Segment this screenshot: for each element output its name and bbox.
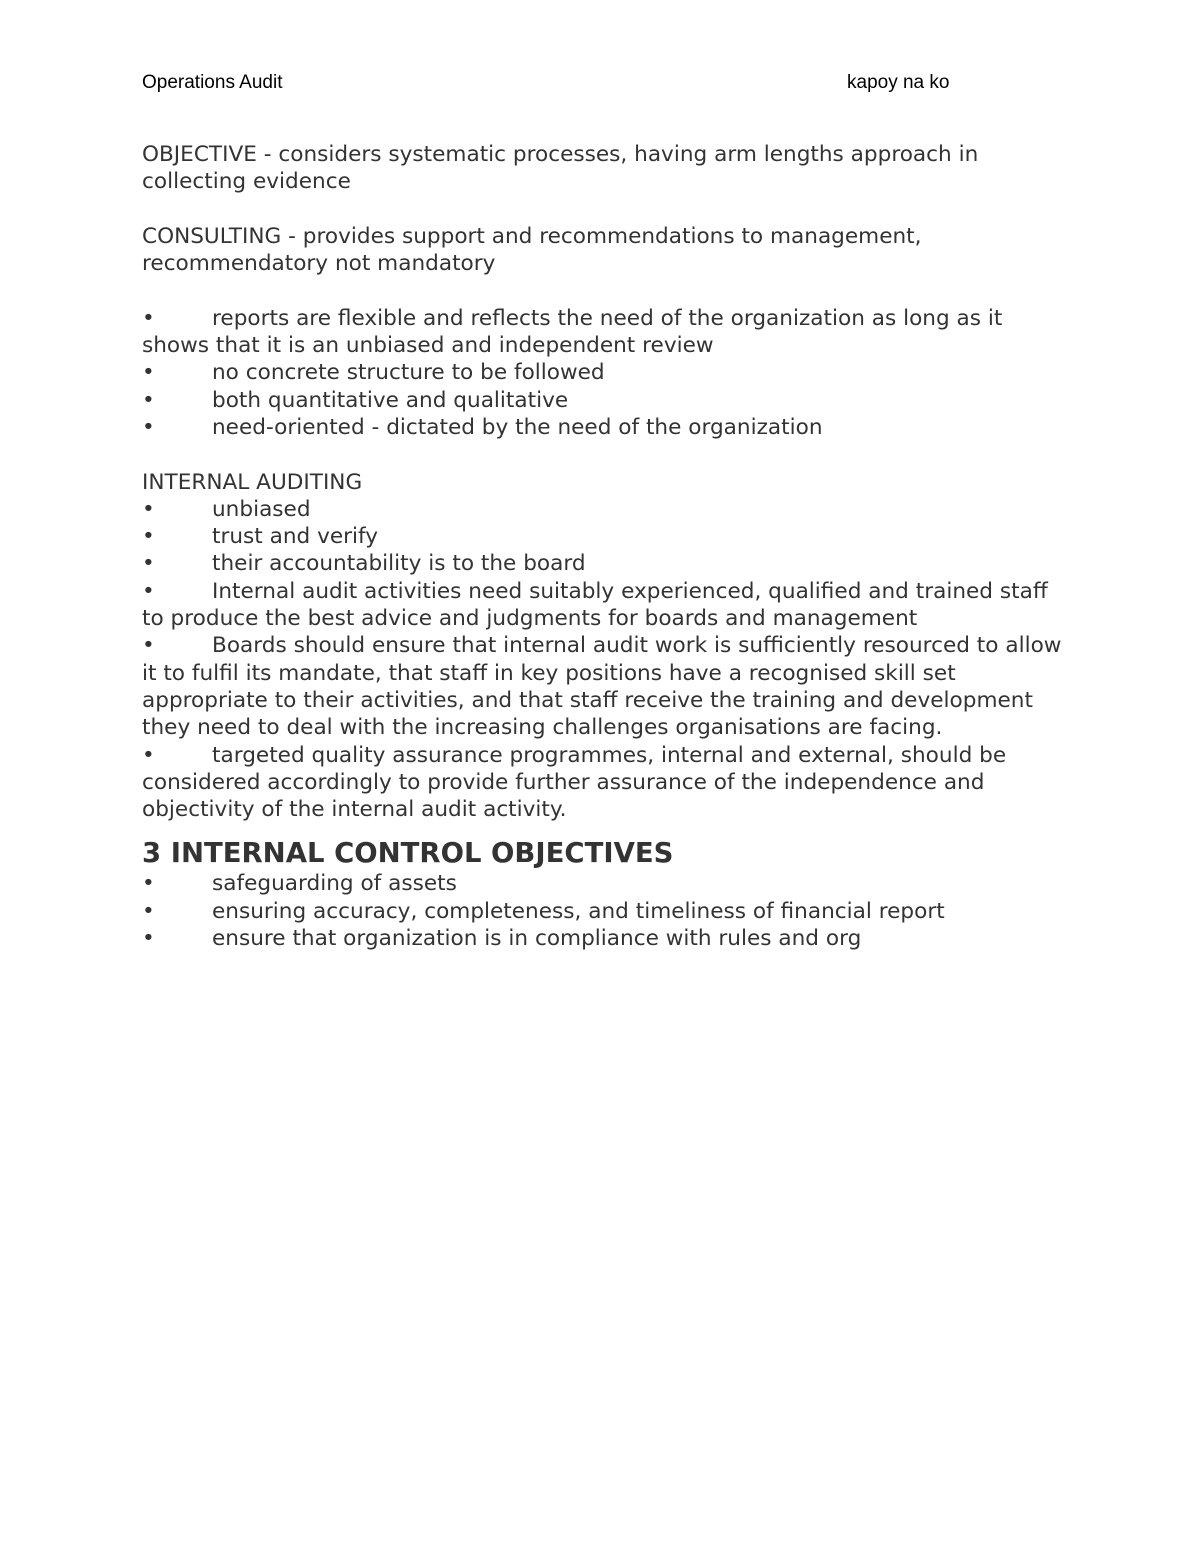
list-item: [142, 742, 1062, 824]
list-item: [142, 496, 1062, 523]
list-item: [142, 925, 1062, 952]
consulting-paragraph: CONSULTING - provides support and recommendations to management, recommendatory not mandatory: [142, 223, 922, 277]
bullet-icon: •: [142, 305, 155, 331]
objective-paragraph: OBJECTIVE - considers systematic processes, having arm lengths approach in collecting evidence: [142, 142, 979, 195]
list-item-text: need-oriented - dictated by the need of the organization: [212, 414, 823, 440]
list-item: [142, 305, 1062, 360]
bullet-icon: •: [142, 496, 155, 522]
list-item: [142, 414, 1062, 441]
bullet-icon: •: [142, 926, 155, 952]
list-item: [142, 387, 1062, 414]
list-item-text: unbiased: [212, 496, 311, 522]
bullet-icon: •: [142, 414, 155, 440]
bullet-icon: •: [142, 633, 155, 659]
spacer: [142, 196, 1062, 223]
list-item: [142, 870, 1062, 897]
bullet-icon: •: [142, 360, 155, 386]
document-body: [142, 141, 1062, 952]
header-note: kapoy na ko: [847, 72, 950, 93]
list-item: [142, 359, 1062, 386]
list-item: [142, 578, 1062, 633]
list-item: [142, 632, 1062, 741]
list-item: [142, 523, 1062, 550]
list-item-text: no concrete structure to be followed: [212, 360, 605, 386]
list-item-text: Boards should ensure that internal audit work is sufficiently resourced to allow it to fulfil its mandate, that staff in key positions have a recognised skill set appropriate to their activities, and that staff receive the training and development they need to deal with the increasing challenges organisations are facing.: [142, 633, 1062, 741]
page-header: [142, 72, 1062, 98]
internal-auditing-bullet-list: [142, 496, 1062, 824]
list-item-text: ensure that organization is in compliance with rules and org: [212, 926, 862, 952]
list-item-text: targeted quality assurance programmes, internal and external, should be considered accordingly to provide further assurance of the independence and objectivity of the internal audit activity.: [142, 742, 1007, 823]
control-objectives-bullet-list: [142, 870, 1062, 952]
header-title: Operations Audit: [142, 72, 283, 93]
internal-auditing-title: INTERNAL AUDITING: [142, 469, 363, 495]
list-item-text: ensuring accuracy, completeness, and timeliness of financial report: [212, 898, 945, 924]
list-item-text: Internal audit activities need suitably experienced, qualified and trained staff to produce the best advice and judgments for boards and management: [142, 578, 1048, 632]
list-item-text: trust and verify: [212, 524, 379, 550]
consulting-bullet-list: [142, 305, 1062, 441]
spacer: [142, 277, 1062, 304]
list-item: [142, 550, 1062, 577]
list-item: [142, 898, 1062, 925]
list-item-text: reports are flexible and reflects the need of the organization as long as it shows that it is an unbiased and independent review: [142, 305, 1003, 359]
spacer: [142, 441, 1062, 468]
bullet-icon: •: [142, 578, 155, 604]
bullet-icon: •: [142, 871, 155, 897]
bullet-icon: •: [142, 524, 155, 550]
bullet-icon: •: [142, 387, 155, 413]
bullet-icon: •: [142, 898, 155, 924]
control-objectives-heading: 3 INTERNAL CONTROL OBJECTIVES: [142, 837, 674, 870]
list-item-text: both quantitative and qualitative: [212, 387, 569, 413]
list-item-text: their accountability is to the board: [212, 551, 586, 577]
bullet-icon: •: [142, 551, 155, 577]
list-item-text: safeguarding of assets: [212, 871, 457, 897]
bullet-icon: •: [142, 742, 155, 768]
